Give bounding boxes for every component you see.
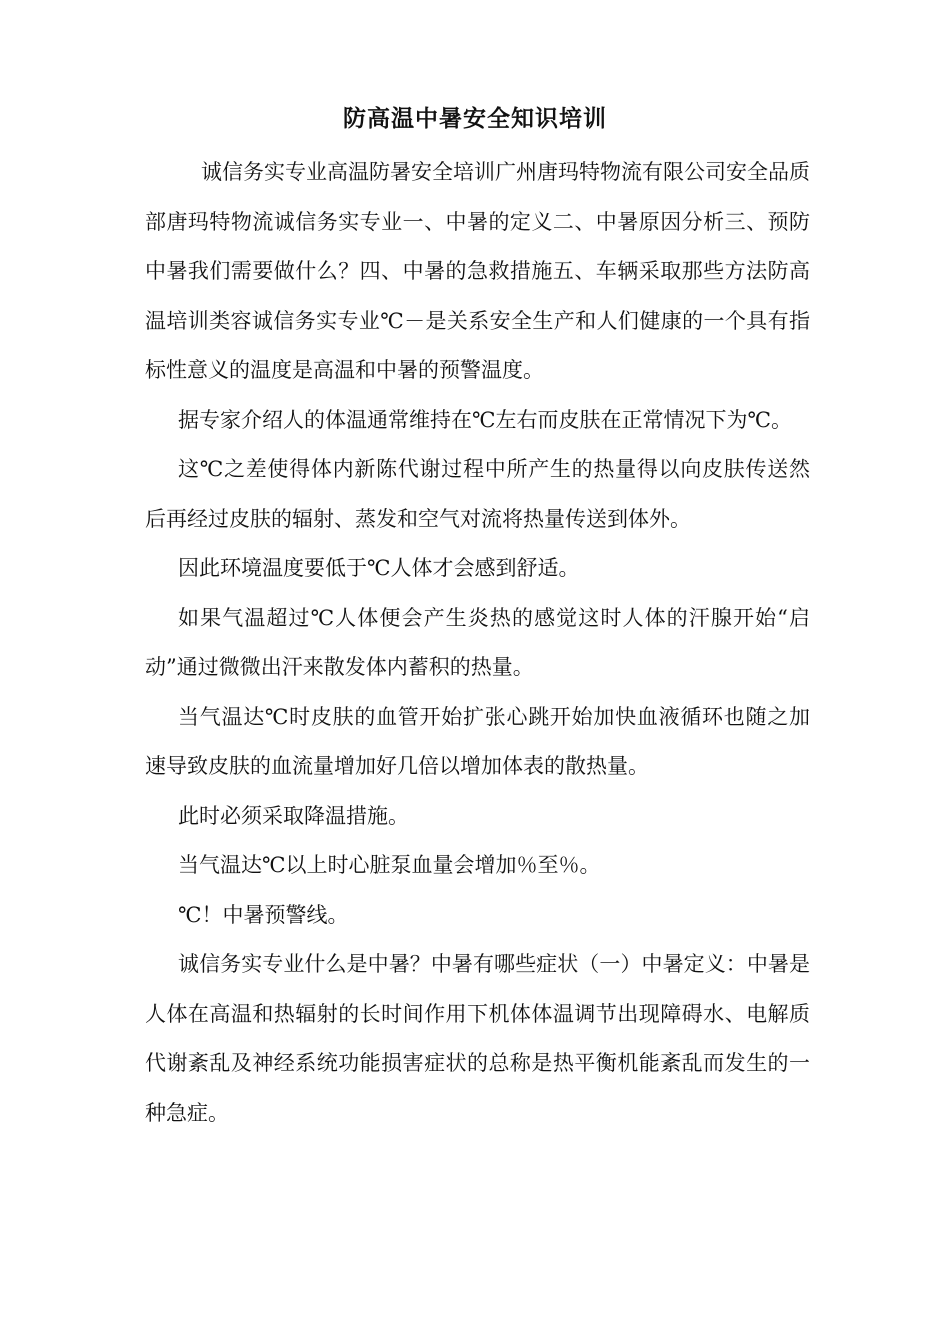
paragraph-heart-pumping: 当气温达℃以上时心脏泵血量会增加％至％。 <box>178 853 601 877</box>
paragraph-cooling-measures: 此时必须采取降温措施。 <box>178 803 409 828</box>
paragraph-comfort-temperature: 因此环境温度要低于℃人体才会感到舒适。 <box>178 556 580 580</box>
paragraph-heat-transfer: 这℃之差使得体内新陈代谢过程中所产生的热量得以向皮肤传送然后再经过皮肤的辐射、蒸发和空气对流将热量传送到体外。 <box>145 457 810 531</box>
paragraph-warning-line: ℃！中暑预警线。 <box>178 902 349 927</box>
paragraph-blood-vessels: 当气温达℃时皮肤的血管开始扩张心跳开始加快血液循环也随之加速导致皮肤的血流量增加好几倍以增加体表的散热量。 <box>145 704 810 778</box>
document-body <box>145 148 810 1138</box>
paragraph-intro: 诚信务实专业高温防暑安全培训广州唐玛特物流有限公司安全品质部唐玛特物流诚信务实专业一、中暑的定义二、中暑原因分析三、预防中暑我们需要做什么？四、中暑的急救措施五、车辆采取那些方法防高温培训类容诚信务实专业℃－是关系安全生产和人们健康的一个具有指标性意义的温度是高温和中暑的预警温度。 <box>145 160 810 382</box>
paragraph-body-temperature: 据专家介绍人的体温通常维持在℃左右而皮肤在正常情况下为℃。 <box>178 407 792 432</box>
paragraph-sweat-glands: 如果气温超过℃人体便会产生炎热的感觉这时人体的汗腺开始“启动”通过微微出汗来散发体内蓄积的热量。 <box>145 605 810 679</box>
document-title: 防高温中暑安全知识培训 <box>343 105 607 132</box>
paragraph-heatstroke-definition: 诚信务实专业什么是中暑？中暑有哪些症状（一）中暑定义：中暑是人体在高温和热辐射的长时间作用下机体体温调节出现障碍水、电解质代谢紊乱及神经系统功能损害症状的总称是热平衡机能紊乱而发生的一种急症。 <box>145 952 810 1125</box>
